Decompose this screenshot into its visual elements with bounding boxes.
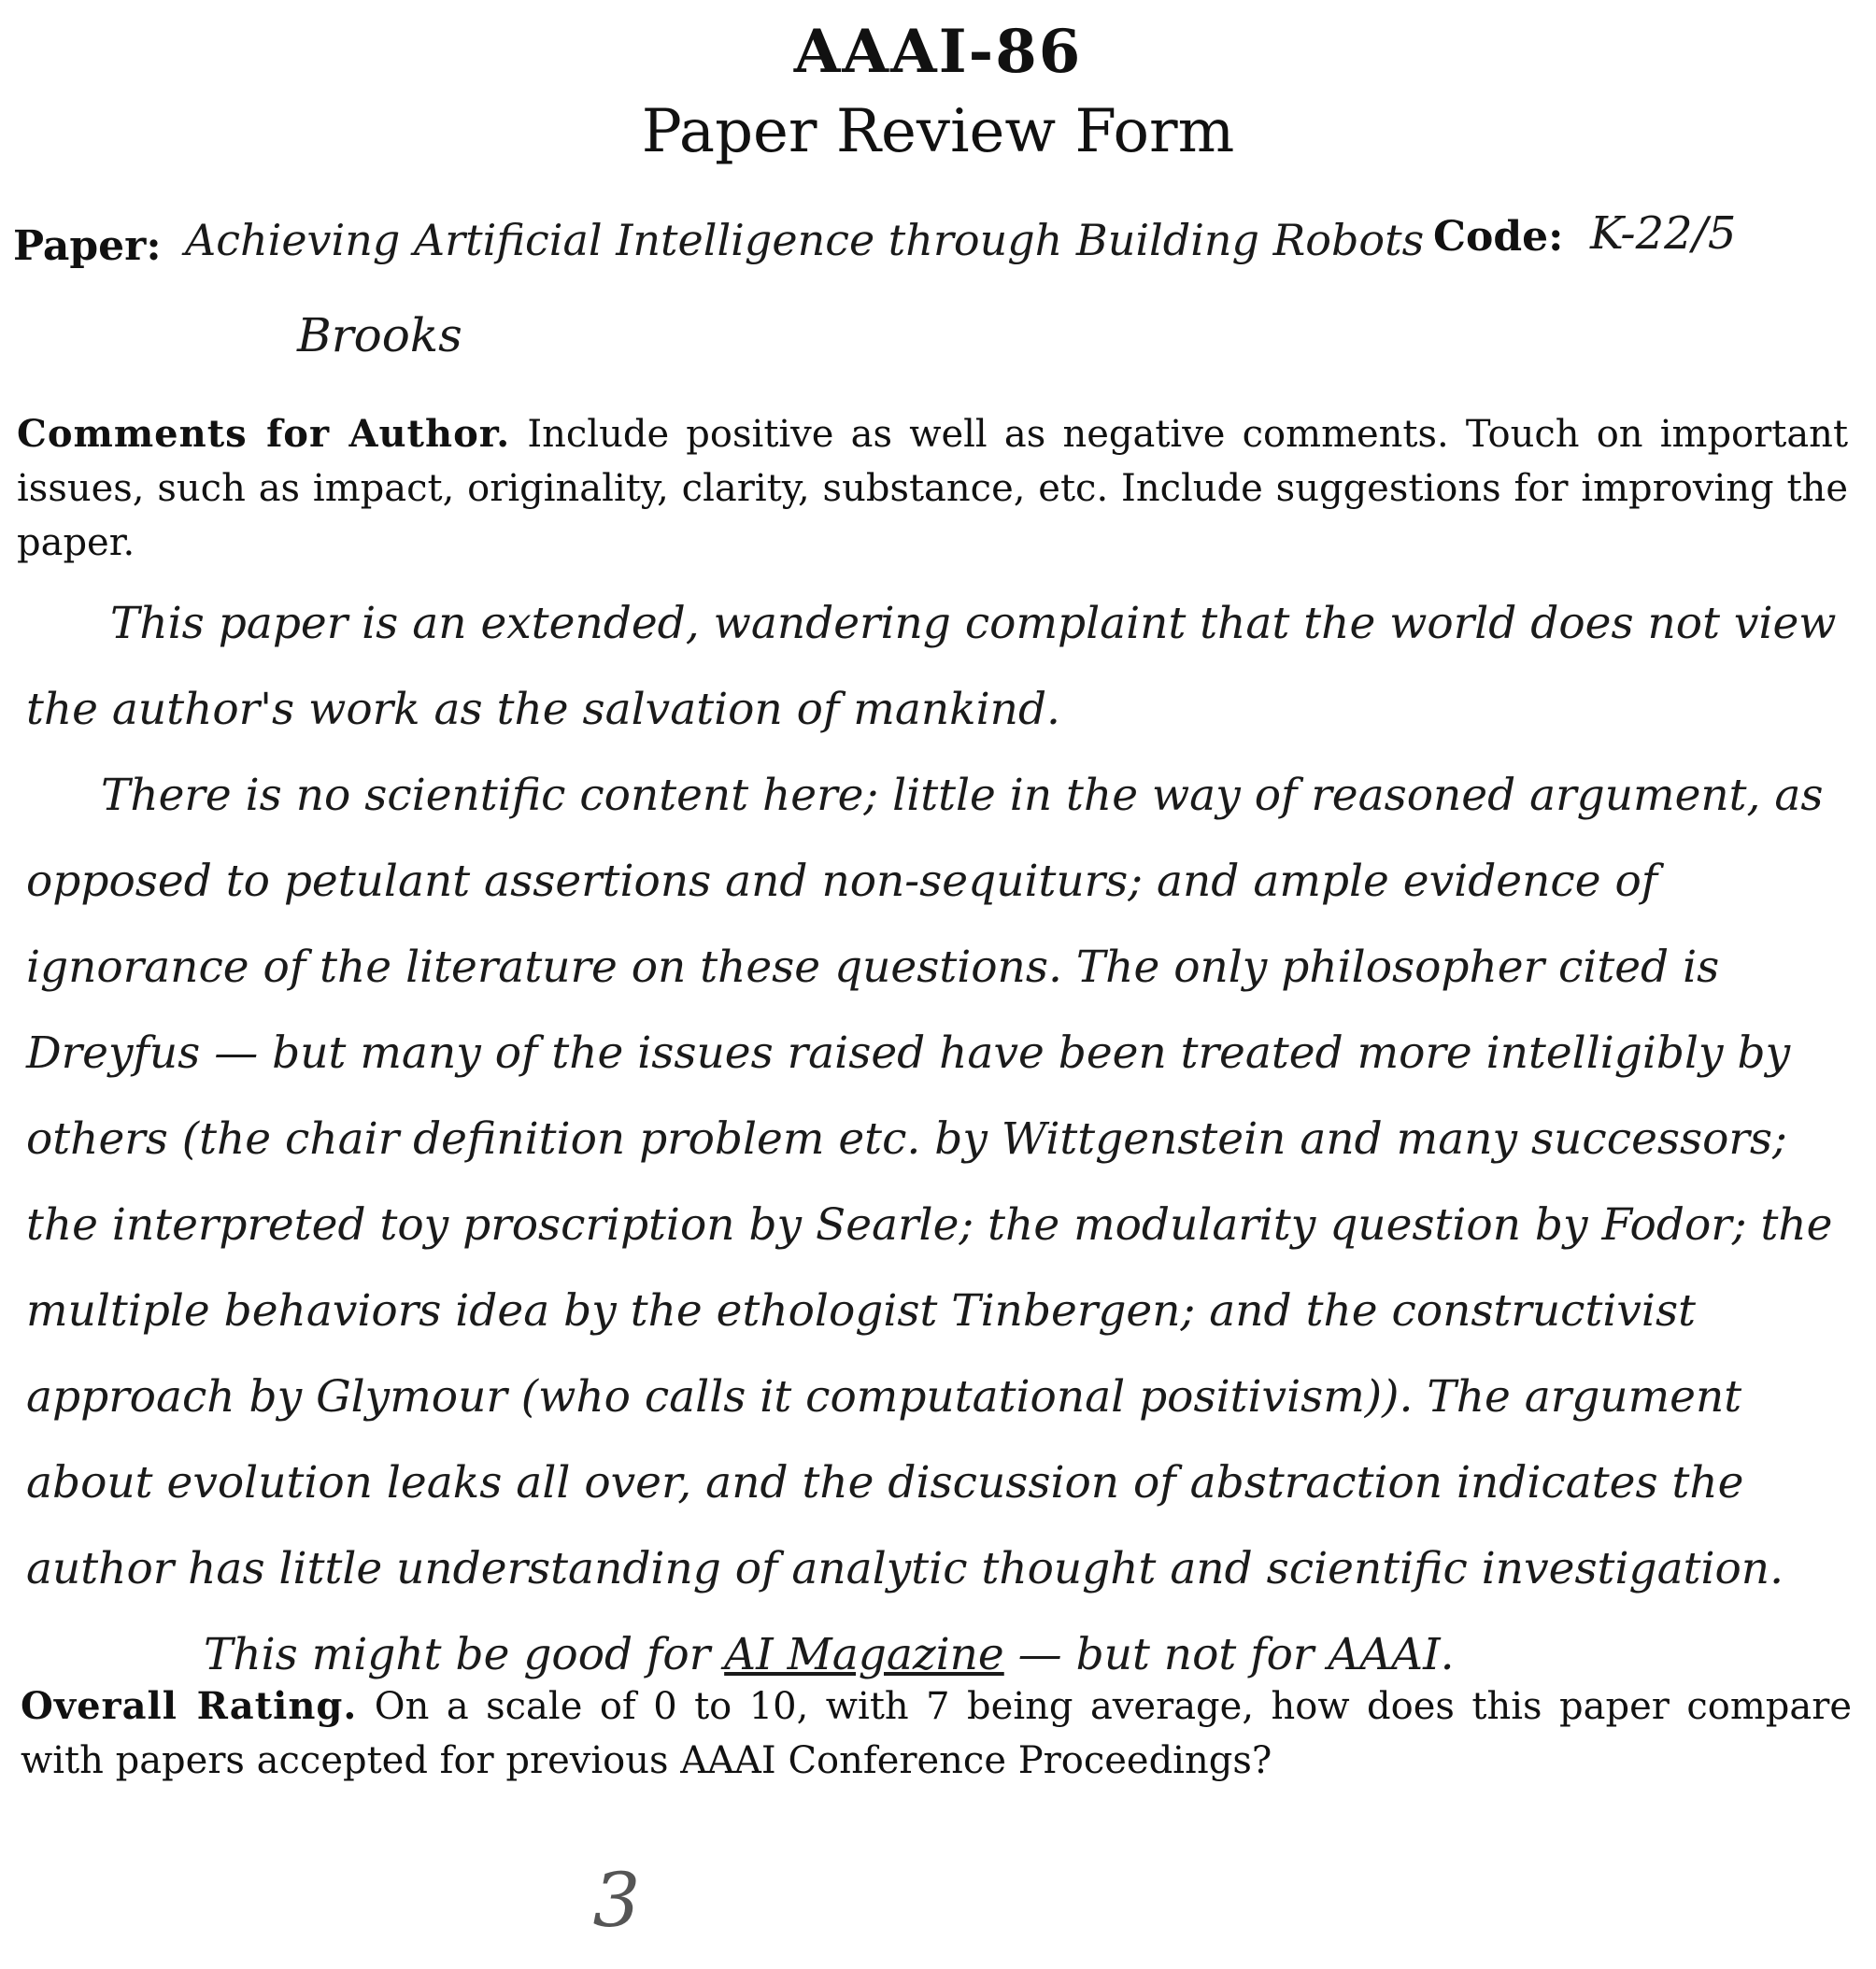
author-handwritten: Brooks	[297, 308, 462, 362]
paper-title-handwritten: Achieving Artificial Intelligence through Building Robots	[185, 215, 1425, 265]
comment-paragraph-3-start: This might be good for	[204, 1629, 725, 1680]
code-handwritten: K-22/5	[1590, 207, 1737, 260]
comment-paragraph-2: There is no scientific content here; little in the way of reasoned argument, as opposed to petulant assertions and non-sequiturs; and ample evidence of ignorance of the literature on these questions. The only philosopher cited is Dreyfus — but many of the issues raised have been treated more intelligibly by others (the chair definition problem etc. by Wittgenstein and many successors; the interpreted toy proscription by Searle; the modularity question by Fodor; the multiple behaviors idea by the ethologist Tinbergen; and the constructivist approach by Glymour (who calls it computational positivism)). The argument about evolution leaks all over, and the discussion of abstraction indicates the author has little understanding of analytic thought and scientific investigation.	[26, 770, 1833, 1594]
ai-magazine-underlined: AI Magazine	[724, 1629, 1004, 1680]
comments-instructions-text: Include positive as well as negative comments. Touch on important issues, such as impact, originality, clarity, substance, etc. Include suggestions for improving the paper.	[17, 413, 1849, 564]
rating-instructions	[21, 1679, 1852, 1788]
code-label: Code:	[1433, 213, 1564, 261]
paper-label: Paper:	[13, 222, 162, 270]
form-title: AAAI-86	[793, 17, 1083, 87]
comments-label: Comments for Author.	[17, 412, 511, 456]
comments-instructions	[17, 407, 1848, 570]
form-subtitle: Paper Review Form	[641, 97, 1235, 166]
rating-value-handwritten: 3	[592, 1857, 641, 1944]
reviewer-comments	[26, 581, 1848, 1698]
comment-paragraph-3-end: — but not for AAAI.	[1003, 1629, 1455, 1680]
comment-paragraph-1: This paper is an extended, wandering complaint that the world does not view the author's work as the salvation of mankind.	[26, 598, 1837, 735]
rating-label: Overall Rating.	[21, 1684, 358, 1728]
rating-question: On a scale of 0 to 10, with 7 being average, how does this paper compare with papers accepted for previous AAAI Conference Proceedings?	[21, 1685, 1852, 1782]
